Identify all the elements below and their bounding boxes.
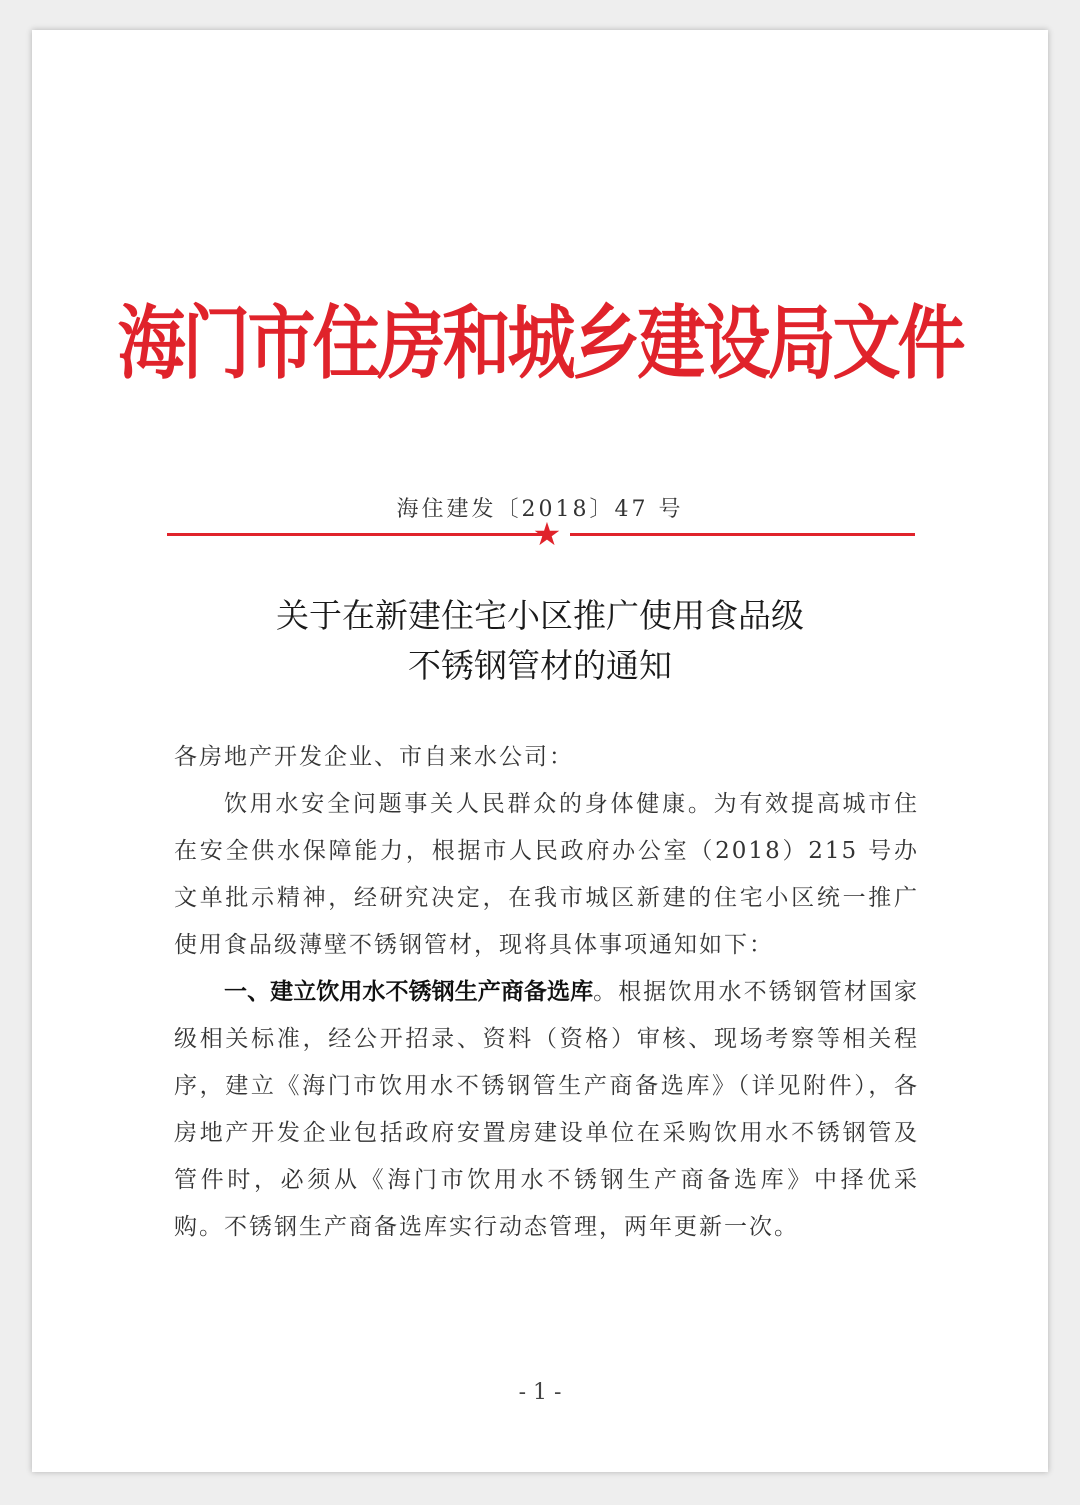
paragraph-intro: 饮用水安全问题事关人民群众的身体健康。为有效提高城市住在安全供水保障能力，根据市人民政府办公室（2018）215 号办文单批示精神，经研究决定，在我市城区新建的住宅小区统一推广使用食品级薄壁不锈钢管材，现将具体事项通知如下： xyxy=(174,791,919,958)
section-heading-1: 一、建立饮用水不锈钢生产商备选库 xyxy=(224,979,594,1005)
star-icon: ★ xyxy=(532,515,562,553)
paragraph-section-1 xyxy=(174,969,919,1251)
page-number: - 1 - xyxy=(518,1380,562,1405)
red-divider-right xyxy=(570,533,915,536)
notice-title-line1: 关于在新建住宅小区推广使用食品级 xyxy=(276,596,804,635)
section-1-body: 。根据饮用水不锈钢管材国家级相关标准，经公开招录、资料（资格）审核、现场考察等相关程序，建立《海门市饮用水不锈钢管生产商备选库》（详见附件），各房地产开发企业包括政府安置房建设单位在采购饮用水不锈钢管及管件时，必须从《海门市饮用水不锈钢生产商备选库》中择优采购。不锈钢生产商备选库实行动态管理，两年更新一次。 xyxy=(174,979,920,1240)
document-page xyxy=(32,30,1048,1472)
document-number: 海住建发〔2018〕47 号 xyxy=(396,497,684,522)
red-divider-left xyxy=(167,533,547,536)
salutation: 各房地产开发企业、市自来水公司： xyxy=(174,744,574,770)
notice-title-line2: 不锈钢管材的通知 xyxy=(408,646,672,685)
issuing-authority-header: 海门市住房和城乡建设局文件 xyxy=(117,297,963,391)
